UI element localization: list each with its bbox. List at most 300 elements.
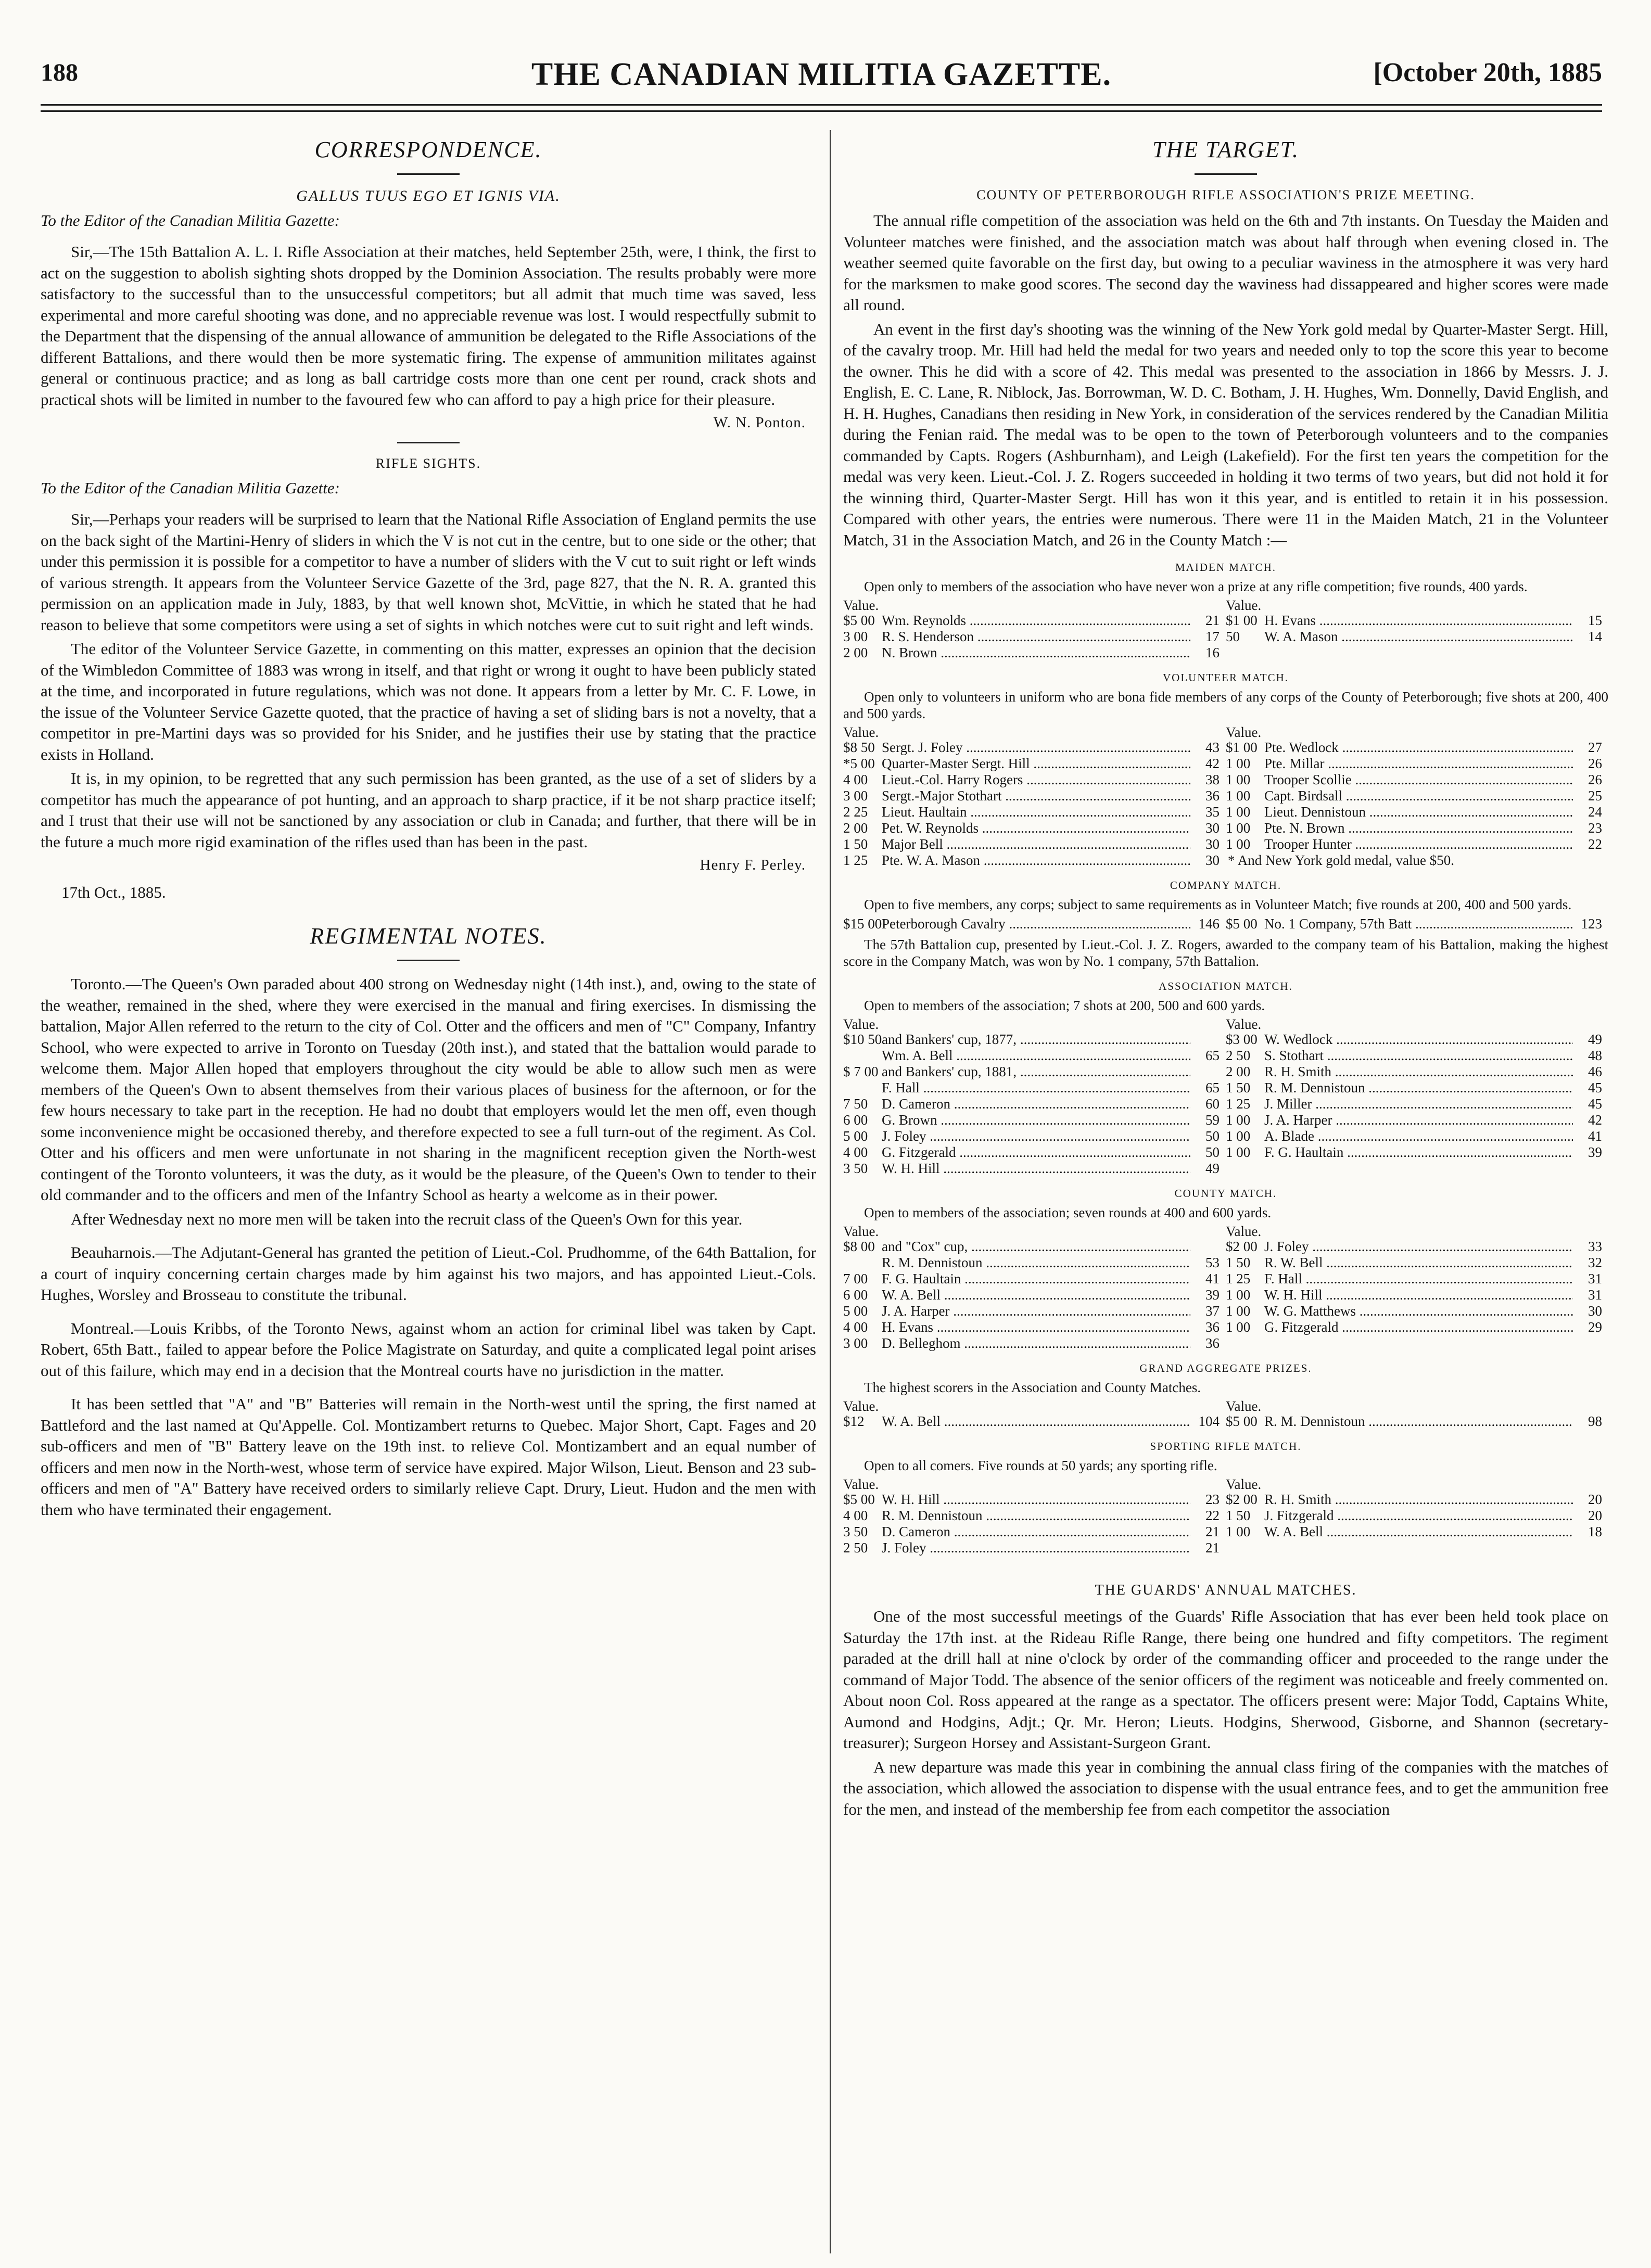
section-rule: [397, 173, 460, 175]
results-table: [843, 1017, 1608, 1177]
letter-motto: GALLUS TUUS EGO ET IGNIS VIA.: [296, 187, 561, 205]
score: 36: [1205, 1335, 1220, 1351]
prize-value: 3 50: [843, 1524, 868, 1539]
score: 26: [1588, 756, 1602, 771]
score: 65: [1205, 1080, 1220, 1095]
section-title: THE TARGET.: [1152, 137, 1299, 162]
header-rule-top: [41, 104, 1602, 106]
prize-value: 1 00: [1226, 1128, 1251, 1144]
result-row: [1226, 1287, 1608, 1303]
prize-value: 2 00: [843, 645, 868, 660]
prize-value: 5 00: [843, 1128, 868, 1144]
value-label: Value.: [1226, 1398, 1262, 1414]
regimental-notes-section: [41, 923, 816, 1520]
score: 15: [1588, 613, 1602, 628]
result-row: [1226, 613, 1608, 629]
result-row: [1226, 1112, 1608, 1128]
prize-value: 4 00: [843, 772, 868, 787]
column-divider: [830, 130, 831, 2253]
match-block: [843, 1362, 1608, 1430]
competitor-name: H. Evans .....: [882, 1319, 1190, 1335]
competitor-name: G. Fitzgerald .....: [1264, 1319, 1573, 1335]
result-row: [843, 756, 1226, 772]
score: 39: [1205, 1287, 1220, 1303]
result-row: [1226, 1524, 1608, 1540]
score: 146: [1198, 916, 1220, 932]
result-row: [1226, 1255, 1608, 1271]
results-table: [843, 916, 1608, 932]
results-table: [843, 1477, 1608, 1556]
score: 25: [1588, 788, 1602, 804]
result-row: [1226, 1319, 1608, 1335]
results-half: [1226, 725, 1608, 869]
competitor-name: F. G. Haultain .....: [1264, 1144, 1573, 1161]
result-row: [1226, 740, 1608, 756]
result-row: [843, 1112, 1226, 1128]
prize-value: 5 00: [843, 1303, 868, 1319]
results-half: [843, 598, 1226, 661]
score: 39: [1588, 1144, 1602, 1160]
paragraph: One of the most successful meetings of the Guards' Rifle Association that has ever been held took place on Saturday the 17th inst. at the Rideau Rifle Range, there being one hundred and fifty competitors. The regiment paraded at the drill hall at nine o'clock by order of the commanding officer and proceeded to the range under the command of Major Todd. The absence of the senior officers of the regiment was noticeable and freely commented on. About noon Col. Ross appeared at the range as a spectator. The officers present were: Major Todd, Captains White, Aumond and Hodgins, Adjt.; Qr. Mr. Heron; Lieuts. Hodgins, Sherwood, Gisborne, and Shannon (secretary-treasurer); Surgeon Horsey and Assistant-Surgeon Grant.: [843, 1607, 1608, 1752]
score: 43: [1205, 740, 1220, 755]
left-column: [41, 130, 816, 2258]
result-row: [843, 1080, 1226, 1096]
value-label: Value.: [1226, 597, 1262, 613]
score: 45: [1588, 1096, 1602, 1112]
score: 35: [1205, 804, 1220, 820]
result-row: [843, 1271, 1226, 1287]
match-description: Open to members of the association; 7 shots at 200, 500 and 600 yards.: [864, 998, 1265, 1013]
prize-value: 1 00: [1226, 1144, 1251, 1160]
result-row: [843, 740, 1226, 756]
competitor-name: G. Fitzgerald .....: [882, 1144, 1190, 1161]
letter-addressee: To the Editor of the Canadian Militia Gazette:: [41, 479, 340, 497]
score: 26: [1588, 772, 1602, 787]
prize-value: 4 00: [843, 1508, 868, 1523]
competitor-name: J. Foley .....: [882, 1540, 1190, 1556]
competitor-name: F. G. Haultain .....: [882, 1271, 1190, 1287]
value-label: Value.: [843, 1224, 879, 1239]
score: 123: [1581, 916, 1602, 932]
match-description: Open to members of the association; seven rounds at 400 and 600 yards.: [864, 1205, 1272, 1220]
prize-value: 1 00: [1226, 1112, 1251, 1128]
competitor-name: R. M. Dennistoun .....: [1264, 1413, 1573, 1430]
prize-value: $5 00: [1226, 916, 1258, 932]
result-row: [1226, 916, 1608, 932]
prize-value: 1 00: [1226, 1287, 1251, 1303]
prize-value: $8 50: [843, 740, 875, 755]
result-row: [843, 1335, 1226, 1352]
value-label: Value.: [1226, 724, 1262, 740]
section-rule: [397, 442, 460, 443]
score: 42: [1205, 756, 1220, 771]
competitor-name: J. Foley .....: [882, 1128, 1190, 1144]
prize-value: 4 00: [843, 1319, 868, 1335]
results-half: [1226, 598, 1608, 661]
results-half: [1226, 1017, 1608, 1177]
results-table: [843, 1224, 1608, 1352]
prize-value: 6 00: [843, 1287, 868, 1303]
result-row: [843, 1161, 1226, 1177]
competitor-name: N. Brown .....: [882, 645, 1190, 661]
prize-value: $5 00: [1226, 1413, 1258, 1429]
correspondence-section: [41, 136, 816, 902]
results-half: [843, 1224, 1226, 1352]
score: 21: [1205, 613, 1220, 628]
prize-value: $3 00: [1226, 1031, 1258, 1047]
score: 49: [1588, 1031, 1602, 1047]
match-description: Open to five members, any corps; subject to same requirements as in Volunteer Match; five rounds at 200, 400 and 500 yards.: [864, 897, 1572, 912]
score: 60: [1205, 1096, 1220, 1112]
competitor-name: D. Cameron .....: [882, 1524, 1190, 1540]
competitor-name: Wm. Reynolds .....: [882, 613, 1190, 629]
competitor-name: A. Blade .....: [1264, 1128, 1573, 1144]
section-rule: [1195, 173, 1257, 175]
prize-value: $2 00: [1226, 1492, 1258, 1507]
result-row: [843, 1524, 1226, 1540]
score: 20: [1588, 1508, 1602, 1523]
match-block: [843, 980, 1608, 1177]
prize-value: $15 00: [843, 916, 882, 932]
result-row: [1226, 756, 1608, 772]
competitor-name: and Bankers' cup, 1881, .....: [882, 1064, 1190, 1080]
result-row: [843, 1239, 1226, 1255]
results-half: [843, 725, 1226, 869]
score: [1190, 1064, 1226, 1080]
match-block: [843, 1440, 1608, 1556]
result-row: [1226, 820, 1608, 836]
competitor-name: Lieut. Haultain .....: [882, 804, 1190, 820]
competitor-name: Pte. Millar .....: [1264, 756, 1573, 772]
value-label: Value.: [1226, 1476, 1262, 1492]
results-half: [1226, 1224, 1608, 1352]
score: 41: [1588, 1128, 1602, 1144]
result-row: [843, 1144, 1226, 1161]
result-row: [843, 1128, 1226, 1144]
results-half: [843, 1477, 1226, 1556]
result-row: [843, 1413, 1226, 1430]
score: 53: [1205, 1255, 1220, 1270]
paragraph: Sir,—Perhaps your readers will be surprised to learn that the National Rifle Association of England permits the use on the back sight of the Martini-Henry of sliders in which the V is not cut in the centre, but to one side or the other; that under this permission it is possible for a competitor to have a number of sliders with the V cut to suit right or left winds of various strength. It appears from the Volunteer Service Gazette of the 3rd, page 827, that the N. R. A. granted this permission on an application made in July, 1883, by that well known shot, McVittie, in which he stated that he had reason to believe that some competitors were using a set of sights in which notches were cut to suit right and left winds.: [41, 510, 816, 634]
competitor-name: Pte. Wedlock .....: [1264, 740, 1573, 756]
prize-value: 4 00: [843, 1144, 868, 1160]
result-row: [843, 1540, 1226, 1556]
score: 21: [1205, 1524, 1220, 1539]
match-heading: GRAND AGGREGATE PRIZES.: [1139, 1362, 1312, 1374]
competitor-name: F. Hall .....: [882, 1080, 1190, 1096]
score: [1190, 1239, 1226, 1255]
result-row: [843, 1064, 1226, 1080]
guards-section: [843, 1582, 1608, 1820]
score: 17: [1205, 629, 1220, 644]
prize-value: 6 00: [843, 1112, 868, 1128]
page-header: [41, 52, 1602, 92]
competitor-name: J. Miller .....: [1264, 1096, 1573, 1112]
match-heading: VOLUNTEER MATCH.: [1163, 671, 1289, 684]
paragraph: After Wednesday next no more men will be taken into the recruit class of the Queen's Own for this year.: [71, 1209, 743, 1228]
score: 33: [1588, 1239, 1602, 1254]
result-row: [1226, 1239, 1608, 1255]
competitor-name: Sergt.-Major Stothart .....: [882, 788, 1190, 804]
competitor-name: R. W. Bell .....: [1264, 1255, 1573, 1271]
score: 30: [1205, 820, 1220, 836]
results-half: [1226, 1399, 1608, 1430]
prize-value: 2 00: [843, 820, 868, 836]
result-row: [1226, 1271, 1608, 1287]
match-block: [843, 561, 1608, 661]
result-row: [1226, 1064, 1608, 1080]
result-row: [843, 645, 1226, 661]
prize-value: 3 00: [843, 629, 868, 644]
competitor-name: R. M. Dennistoun .....: [882, 1508, 1190, 1524]
score: 38: [1205, 772, 1220, 787]
masthead-title: THE CANADIAN MILITIA GAZETTE.: [531, 57, 1112, 92]
result-row: [843, 804, 1226, 820]
competitor-name: S. Stothart .....: [1264, 1048, 1573, 1064]
score: 31: [1588, 1271, 1602, 1286]
issue-date: [October 20th, 1885: [1373, 58, 1602, 87]
score: 104: [1198, 1413, 1220, 1429]
result-row: [843, 1096, 1226, 1112]
prize-value: 1 00: [1226, 1319, 1251, 1335]
competitor-name: R. S. Henderson .....: [882, 629, 1190, 645]
score: 59: [1205, 1112, 1220, 1128]
result-row: [843, 1048, 1226, 1064]
prize-value: $12: [843, 1413, 865, 1429]
match-heading: MAIDEN MATCH.: [1175, 561, 1276, 574]
competitor-name: and Bankers' cup, 1877, .....: [882, 1031, 1190, 1048]
letter: [41, 456, 816, 902]
prize-value: 1 25: [843, 852, 868, 868]
paragraph: It has been settled that "A" and "B" Batteries will remain in the North-west until the spring, the first named at Battleford and the last named at Qu'Appelle. Col. Montizambert returns to Quebec. Major Short, Capt. Fages and 20 sub-officers and men of "B" Battery leave on the 19th inst. to relieve Col. Montizambert and an equal number of officers and men now in the North-west, whose term of service have expired. Major Wilson, Lieut. Benson and 23 sub-officers and men of "A" Battery have received orders to similarly relieve Capt. Drury, Lieut. Hudon and the men with them who have terminated their engagement.: [41, 1395, 816, 1519]
letter: [41, 187, 816, 431]
prize-value: 1 50: [1226, 1255, 1251, 1270]
result-row: [843, 836, 1226, 852]
prize-value: 50: [1226, 629, 1240, 644]
section-title: REGIMENTAL NOTES.: [310, 923, 547, 949]
competitor-name: W. A. Bell .....: [882, 1287, 1190, 1303]
right-column: [843, 130, 1608, 2258]
result-row: [843, 820, 1226, 836]
prize-value: [843, 1048, 882, 1064]
result-row: [843, 1492, 1226, 1508]
competitor-name: Capt. Birdsall .....: [1264, 788, 1573, 804]
match-description: The highest scorers in the Association and County Matches.: [864, 1380, 1201, 1395]
prize-value: 1 25: [1226, 1096, 1251, 1112]
prize-value: 1 00: [1226, 788, 1251, 804]
score: 36: [1205, 1319, 1220, 1335]
competitor-name: and "Cox" cup, .....: [882, 1239, 1190, 1255]
competitor-name: Pte. N. Brown .....: [1264, 820, 1573, 836]
prize-value: 2 50: [843, 1540, 868, 1556]
score: 45: [1588, 1080, 1602, 1095]
match-heading: COUNTY MATCH.: [1174, 1187, 1277, 1200]
competitor-name: D. Belleghom .....: [882, 1335, 1190, 1352]
results-table: [843, 725, 1608, 869]
competitor-name: R. M. Dennistoun .....: [1264, 1080, 1573, 1096]
paragraph: A new departure was made this year in combining the annual class firing of the companies with the matches of the association, which allowed the association to dispense with the usual entrance fees, and to get the ammunition free for the men, and instead of the membership fee from each competitor the association: [843, 1757, 1608, 1818]
competitor-name: J. A. Harper .....: [1264, 1112, 1573, 1128]
result-row: [1226, 1080, 1608, 1096]
cup-note: The 57th Battalion cup, presented by Lieut.-Col. J. Z. Rogers, awarded to the company team of his Battalion, making the highest score in the Company Match, was won by No. 1 company, 57th Battalion.: [843, 937, 1608, 969]
competitor-name: W. A. Mason .....: [1264, 629, 1573, 645]
score: 30: [1588, 1303, 1602, 1319]
value-label: Value.: [843, 1398, 879, 1414]
result-row: [1226, 836, 1608, 852]
competitor-name: Lieut. Dennistoun .....: [1264, 804, 1573, 820]
letter-signature: Henry F. Perley.: [700, 857, 806, 873]
prize-value: [843, 1080, 882, 1096]
paragraph: It is, in my opinion, to be regretted that any such permission has been granted, as the use of a set of sliders by a competitor has much the appearance of pot hunting, and an approach to sharp practice, if it be not sharp practice itself; and I trust that their use will not be sanctioned by any association or club in Canada; and further, that there will be in the future a much more rigid examination of the rifles used than has been in the past.: [41, 769, 816, 851]
value-label: Value.: [843, 597, 879, 613]
prize-value: 1 50: [1226, 1080, 1251, 1095]
score: 23: [1205, 1492, 1220, 1507]
result-row: [1226, 1303, 1608, 1319]
score: 50: [1205, 1144, 1220, 1160]
letter-addressee: To the Editor of the Canadian Militia Gazette:: [41, 211, 340, 230]
competitor-name: F. Hall .....: [1264, 1271, 1573, 1287]
footnote: * And New York gold medal, value $50.: [1228, 852, 1454, 868]
result-row: [843, 1508, 1226, 1524]
results-table: [843, 598, 1608, 661]
result-row: [1226, 788, 1608, 804]
competitor-name: G. Brown .....: [882, 1112, 1190, 1128]
match-description: Open only to volunteers in uniform who are bona fide members of any corps of the County of Peterborough; five shots at 200, 400 and 500 yards.: [843, 689, 1608, 721]
match-description: Open only to members of the association who have never won a prize at any rifle competition; five rounds, 400 yards.: [864, 579, 1528, 594]
competitor-name: R. H. Smith .....: [1264, 1492, 1573, 1508]
prize-value: 1 00: [1226, 772, 1251, 787]
value-label: Value.: [843, 724, 879, 740]
competitor-name: No. 1 Company, 57th Batt .....: [1264, 916, 1573, 932]
competitor-name: Peterborough Cavalry .....: [882, 916, 1190, 932]
match-heading: ASSOCIATION MATCH.: [1159, 980, 1293, 992]
score: 18: [1588, 1524, 1602, 1539]
value-label: Value.: [1226, 1224, 1262, 1239]
score: 27: [1588, 740, 1602, 755]
result-row: [1226, 1413, 1608, 1430]
prize-value: $ 7 00: [843, 1064, 879, 1079]
result-row: [843, 852, 1226, 869]
competitor-name: W. H. Hill .....: [1264, 1287, 1573, 1303]
article-subheading: COUNTY OF PETERBOROUGH RIFLE ASSOCIATION'S PRIZE MEETING.: [976, 187, 1475, 202]
paragraph: Toronto.—The Queen's Own paraded about 400 strong on Wednesday night (14th inst.), and, owing to the state of the weather, remained in the shed, where they were exercised in the manual and firing exercises. In dismissing the battalion, Major Allen referred to the return to the city of Col. Otter and the officers and men of "C" Company, Infantry School, who were expected to arrive in Toronto on Tuesday (20th inst.), and stated that the battalion would parade to welcome them. Major Allen hoped that employers throughout the city would be able to allow such men as were members of the Queen's Own to absent themselves from their various places of business for the afternoon, or for the few hours necessary to take part in the reception. He had no doubt that employers would let the men off, even though some inconvenience might be occasioned thereby, and therefore expected to see a full turn-out of the regiment. As Col. Otter and his officers and men were unfortunate in not sharing in the magnificent reception given the North-west contingent of the Toronto volunteers, it was the duty, as it would be the pleasure, of the Queen's Own to tender to their old commander and to the officers and men of the Infantry School as hearty a welcome as in their power.: [41, 975, 816, 1204]
competitor-name: Trooper Hunter .....: [1264, 836, 1573, 852]
value-label: Value.: [1226, 1016, 1262, 1032]
competitor-name: W. Wedlock .....: [1264, 1031, 1573, 1048]
header-rule-bottom: [41, 110, 1602, 112]
prize-value: 3 00: [843, 788, 868, 804]
prize-value: 3 50: [843, 1161, 868, 1176]
prize-value: 2 00: [1226, 1064, 1251, 1079]
competitor-name: Quarter-Master Sergt. Hill .....: [882, 756, 1190, 772]
paragraph: Montreal.—Louis Kribbs, of the Toronto News, against whom an action for criminal libel was taken by Capt. Robert, 65th Batt., failed to appear before the Police Magistrate on Saturday, and quite a complicated legal point arises out of this failure, which may end in a decision that the Montreal courts have no jurisdiction in the matter.: [41, 1319, 816, 1380]
score: 30: [1205, 836, 1220, 852]
competitor-name: Pet. W. Reynolds .....: [882, 820, 1190, 836]
results-table: [843, 1399, 1608, 1430]
prize-value: $5 00: [843, 1492, 875, 1507]
score: 16: [1205, 645, 1220, 660]
match-description: Open to all comers. Five rounds at 50 yards; any sporting rifle.: [864, 1458, 1217, 1473]
prize-value: 1 50: [1226, 1508, 1251, 1523]
competitor-name: D. Cameron .....: [882, 1096, 1190, 1112]
score: 65: [1205, 1048, 1220, 1063]
competitor-name: Major Bell .....: [882, 836, 1190, 852]
competitor-name: Sergt. J. Foley .....: [882, 740, 1190, 756]
competitor-name: W. A. Bell .....: [1264, 1524, 1573, 1540]
result-row: [1226, 1048, 1608, 1064]
target-section: [843, 136, 1608, 1556]
prize-value: $2 00: [1226, 1239, 1258, 1254]
competitor-name: R. M. Dennistoun .....: [882, 1255, 1190, 1271]
prize-value: 1 25: [1226, 1271, 1251, 1286]
results-half: [1226, 1477, 1608, 1556]
score: 41: [1205, 1271, 1220, 1286]
result-row: [1226, 1508, 1608, 1524]
prize-value: 7 50: [843, 1096, 868, 1112]
results-half: [843, 1399, 1226, 1430]
prize-value: 1 00: [1226, 804, 1251, 820]
result-row: [1226, 804, 1608, 820]
match-block: [843, 671, 1608, 869]
paragraph: Beauharnois.—The Adjutant-General has granted the petition of Lieut.-Col. Prudhomme, of the 64th Battalion, for a court of inquiry concerning certain charges made by him against his two majors, and has appointed Lieut.-Cols. Hughes, Worsley and Brosseau to constitute the tribunal.: [41, 1243, 816, 1304]
prize-value: 2 25: [843, 804, 868, 820]
result-row: [1226, 1144, 1608, 1161]
result-row: [1226, 1096, 1608, 1112]
value-label: Value.: [843, 1016, 879, 1032]
competitor-name: Pte. W. A. Mason .....: [882, 852, 1190, 869]
prize-value: $1 00: [1226, 740, 1258, 755]
prize-value: $5 00: [843, 613, 875, 628]
results-half: [843, 916, 1226, 932]
score: 37: [1205, 1303, 1220, 1319]
competitor-name: W. G. Matthews .....: [1264, 1303, 1573, 1319]
result-row: [1226, 1031, 1608, 1048]
section-rule: [397, 960, 460, 961]
prize-value: 1 00: [1226, 836, 1251, 852]
section-title: CORRESPONDENCE.: [314, 137, 542, 162]
result-row: [843, 1303, 1226, 1319]
value-label: Value.: [843, 1476, 879, 1492]
competitor-name: W. H. Hill .....: [882, 1161, 1190, 1177]
score: 98: [1588, 1413, 1602, 1429]
score: 20: [1588, 1492, 1602, 1507]
score: 50: [1205, 1128, 1220, 1144]
results-half: [843, 1017, 1226, 1177]
match-block: [843, 1187, 1608, 1352]
result-row: [1226, 772, 1608, 788]
match-heading: SPORTING RIFLE MATCH.: [1150, 1440, 1302, 1452]
competitor-name: Trooper Scollie .....: [1264, 772, 1573, 788]
result-row: [843, 1319, 1226, 1335]
match-block: [843, 879, 1608, 970]
prize-value: 2 50: [1226, 1048, 1251, 1063]
letter-signature: W. N. Ponton.: [713, 414, 806, 431]
result-row: [843, 1287, 1226, 1303]
letter-heading: RIFLE SIGHTS.: [375, 456, 481, 471]
result-row: [843, 772, 1226, 788]
score: 14: [1588, 629, 1602, 644]
score: 31: [1588, 1287, 1602, 1303]
prize-value: 7 00: [843, 1271, 868, 1286]
score: 30: [1205, 852, 1220, 868]
score: 36: [1205, 788, 1220, 804]
competitor-name: Wm. A. Bell .....: [882, 1048, 1190, 1064]
prize-value: 3 00: [843, 1335, 868, 1351]
competitor-name: Lieut.-Col. Harry Rogers .....: [882, 772, 1190, 788]
score: 46: [1588, 1064, 1602, 1079]
results-half: [1226, 916, 1608, 932]
prize-value: 1 00: [1226, 1303, 1251, 1319]
